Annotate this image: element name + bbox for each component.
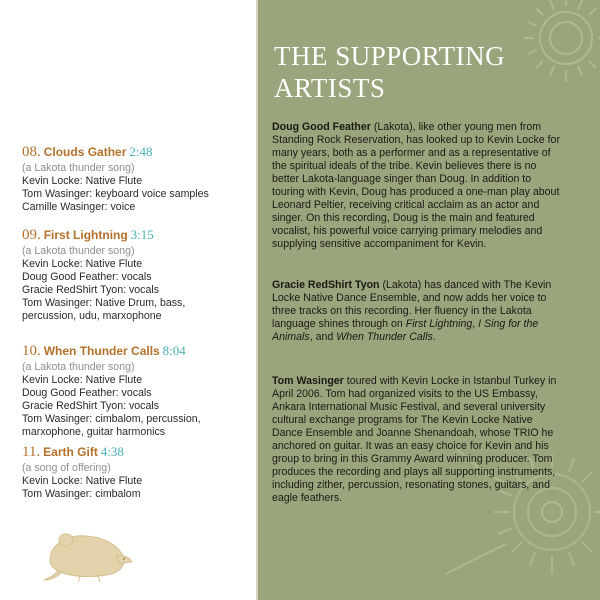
- track-subtitle: (a Lakota thunder song): [22, 162, 135, 174]
- artist-bio-doug-good-feather: Doug Good Feather (Lakota), like other young men from Standing Rock Reservation, has looked up to Kevin Locke for many years, both as a performer and as a representative of the spiritual ideals of the tribe. Kevin believes there is no better Lakota-language singer than Doug. In addition to touring with Kevin, Doug has produced a one-man play about Leonard Peltier, receiving critical acclaim as an actor and singer. On this recording, Doug is the main and featured vocalist, his powerful voice carrying primary melodies and supplying sensitive accompaniment for Kevin.: [272, 121, 560, 250]
- track-list-panel: [0, 0, 256, 600]
- song-title: First Lightning: [405, 318, 473, 330]
- artist-name: Doug Good Feather: [272, 121, 371, 133]
- track-credit: Gracie RedShirt Tyon: vocals: [22, 284, 159, 296]
- track-11: [22, 443, 254, 501]
- track-title: Clouds Gather: [43, 145, 127, 159]
- track-credit: Kevin Locke: Native Flute: [22, 374, 143, 386]
- supporting-artists-panel: [258, 0, 600, 600]
- artist-name: Tom Wasinger: [272, 375, 344, 387]
- track-subtitle: (a Lakota thunder song): [22, 361, 135, 373]
- track-subtitle: (a song of offering): [22, 462, 111, 474]
- track-credit: Doug Good Feather: vocals: [22, 271, 152, 283]
- track-title: Earth Gift: [43, 445, 98, 459]
- track-header: [22, 342, 254, 361]
- track-credit: Kevin Locke: Native Flute: [22, 258, 143, 270]
- artist-bio-tom-wasinger: Tom Wasinger toured with Kevin Locke in Istanbul Turkey in April 2006. Tom had organized visits to the US Embassy, Ankara International Music Festival, and several university cultural exchange programs for The Kevin Locke Native Dance Ensemble and Joanne Shenandoah, whose TRIO he anchored on guitar. It was an easy choice for Kevin and his group to bring in this Grammy Award winning producer. Tom produces the recording and plays all supporting instruments, including zither, percussion, resonating stones, guitars, and eagle feathers.: [272, 375, 557, 504]
- track-credit: Camille Wasinger: voice: [22, 201, 136, 213]
- track-duration: 2:48: [129, 144, 153, 159]
- track-header: [22, 143, 254, 162]
- track-number: 09.: [22, 227, 41, 243]
- track-credit: marxophone, guitar harmonics: [22, 426, 166, 438]
- section-heading: THE SUPPORTING ARTISTS: [274, 41, 506, 103]
- track-title: When Thunder Calls: [43, 344, 160, 358]
- track-header: [22, 226, 254, 245]
- artist-bio-gracie-redshirt-tyon: Gracie RedShirt Tyon (Lakota) has danced with The Kevin Locke Native Dance Ensemble, and now adds her voice to three tracks on this recording. Her fluency in the Lakota language shines through on First Lightning, I Sing for the Animals, and When Thunder Calls.: [272, 279, 552, 343]
- track-09: [22, 226, 254, 323]
- track-credit: Tom Wasinger: cimbalom: [22, 488, 141, 500]
- song-title: When Thunder Calls: [336, 331, 433, 343]
- track-number: 10.: [22, 343, 41, 359]
- track-credit: percussion, udu, marxophone: [22, 310, 162, 322]
- artist-name: Gracie RedShirt Tyon: [272, 279, 380, 291]
- track-credit: Doug Good Feather: vocals: [22, 387, 152, 399]
- track-credit: Tom Wasinger: cimbalom, percussion,: [22, 413, 201, 425]
- track-08: [22, 143, 254, 214]
- track-number: 08.: [22, 144, 41, 160]
- track-subtitle: (a Lakota thunder song): [22, 245, 135, 257]
- track-credit: Kevin Locke: Native Flute: [22, 475, 143, 487]
- track-duration: 3:15: [130, 227, 154, 242]
- track-header: [22, 443, 254, 462]
- track-credit: Tom Wasinger: Native Drum, bass,: [22, 297, 186, 309]
- track-title: First Lightning: [43, 228, 128, 242]
- mouse-illustration: [40, 522, 136, 584]
- track-duration: 8:04: [162, 343, 186, 358]
- track-credit: Kevin Locke: Native Flute: [22, 175, 143, 187]
- song-title: I Sing for the: [478, 318, 539, 330]
- song-title: Animals: [272, 331, 310, 343]
- track-credit: Gracie RedShirt Tyon: vocals: [22, 400, 159, 412]
- track-credit: Tom Wasinger: keyboard voice samples: [22, 188, 209, 200]
- track-number: 11.: [22, 444, 41, 460]
- track-10: [22, 342, 254, 439]
- track-duration: 4:38: [100, 444, 124, 459]
